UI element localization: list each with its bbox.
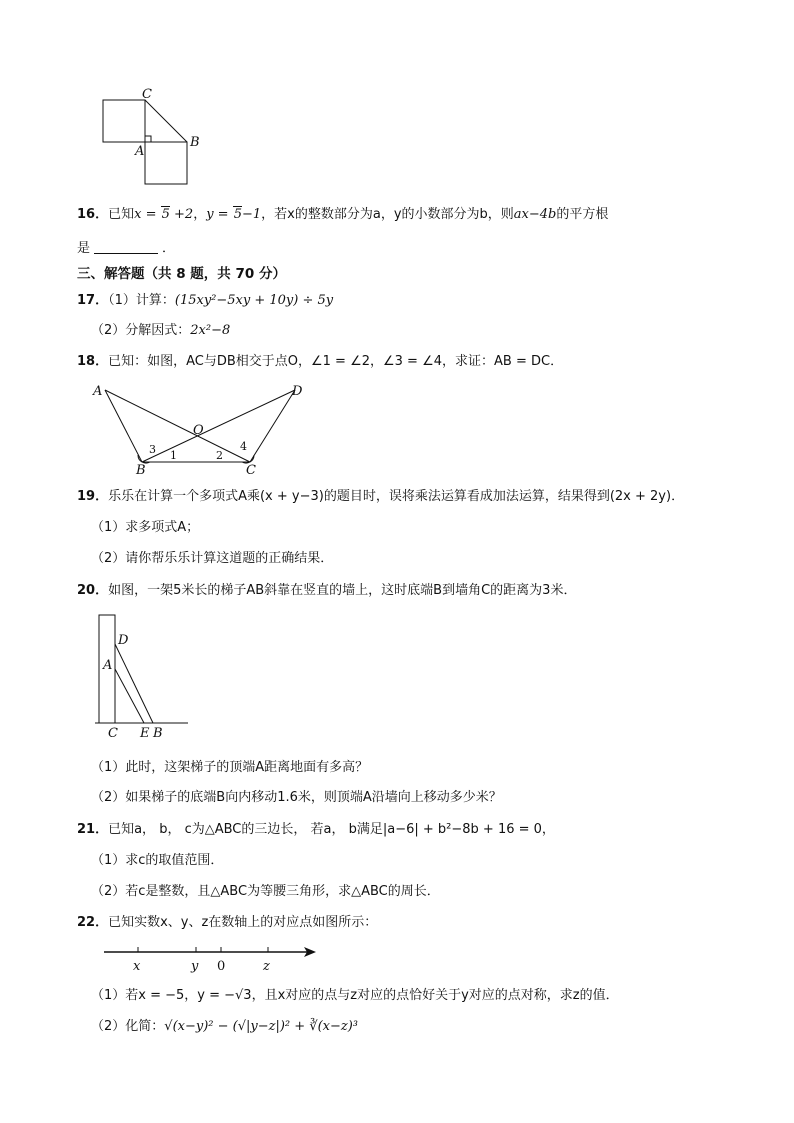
squares-figure [100,85,210,190]
triangles-figure [90,380,320,480]
question-number: 17． [77,293,109,308]
answer-blank[interactable] [94,240,158,254]
label-a: A [103,658,113,673]
label-c: C [142,87,152,102]
label-zero: 0 [217,959,226,974]
q18-text: 已知：如图，AC与DB相交于点O，∠1 = ∠2，∠3 = ∠4，求证：AB = DC． [108,354,564,369]
q17-part1-label: （1）计算： [108,293,175,308]
label-a: A [135,144,145,159]
label-b: B [153,726,163,741]
q16-text-5: ． [162,241,176,256]
question-16: 16．已知x = 5 +2，y = 5−1，若x的整数部分为a，y的小数部分为b，则ax−4b的平方根 [77,207,609,222]
q16-text-4: 是 [77,241,91,256]
label-d: D [118,633,129,648]
question-21 [77,821,555,839]
label-c: C [246,463,256,478]
label-b: B [190,135,200,150]
ladder-figure [90,612,200,742]
question-19-part1: （1）求多项式A； [91,520,200,535]
q22-part1-text: （1）若x = −5，y = −√3，且x对应的点与z对应的点恰好关于y对应的点对称，求z的值． [91,988,619,1003]
question-19 [77,488,684,506]
q20-text: 如图，一架5米长的梯子AB斜靠在竖直的墙上，这时底端B到墙角C的距离为3米． [108,583,577,598]
q16-expr: ax−4b [513,207,557,222]
question-20-part1: （1）此时，这架梯子的顶端A距离地面有多高？ [91,760,369,775]
q22-text: 已知实数x、y、z在数轴上的对应点如图所示： [108,915,378,930]
q16-y-def: y = 5−1 [206,207,262,222]
question-22-part2 [91,1018,358,1036]
label-angle-4: 4 [240,440,247,453]
q16-text-3: 的平方根 [556,207,609,222]
section-heading: 三、解答题（共 8 题，共 70 分） [77,266,286,282]
label-x: x [133,959,141,974]
question-17-part2 [91,322,230,340]
q19-text: 乐乐在计算一个多项式A乘(x + y−3)的题目时，误将乘法运算看成加法运算，结果得到(2x + 2y)． [108,489,685,504]
label-e: E [140,726,150,741]
label-z: z [263,959,270,974]
label-c: C [108,726,118,741]
question-22-part1 [91,987,619,1005]
label-y: y [191,959,199,974]
q17-part2-expr: 2x²−8 [190,323,231,338]
q22-part2-expr: √(x−y)² − (√|y−z|)² + ∛(x−z)³ [164,1019,358,1034]
label-angle-1: 1 [170,449,177,462]
left-square [103,100,145,142]
question-16-line2 [77,240,175,258]
q22-part2-label: （2）化简： [91,1019,165,1034]
question-number: 20． [77,583,109,598]
right-square [145,142,187,184]
question-number: 18． [77,354,109,369]
label-angle-2: 2 [216,449,223,462]
right-angle-mark [145,136,151,142]
label-a: A [93,384,103,399]
question-18 [77,353,563,371]
question-21-part1: （1）求c的取值范围． [91,853,224,868]
q17-part2-label: （2）分解因式： [91,323,191,338]
q21-text: 已知a， b， c为△ABC的三边长， 若a， b满足|a−6| + b²−8b + 16 = 0， [108,822,555,837]
question-21-part2: （2）若c是整数，且△ABC为等腰三角形，求△ABC的周长． [91,884,440,899]
question-17 [77,292,333,310]
question-20-part2: （2）如果梯子的底端B向内移动1.6米，则顶端A沿墙向上移动多少米？ [91,790,502,805]
question-number: 21． [77,822,109,837]
q16-text-2: ，若x的整数部分为a，y的小数部分为b，则 [261,207,514,222]
label-d: D [292,384,303,399]
label-angle-3: 3 [149,443,156,456]
question-19-part2: （2）请你帮乐乐计算这道题的正确结果． [91,551,334,566]
ladder-db [115,644,153,723]
label-b: B [136,463,146,478]
q16-text-1: 已知 [108,207,135,222]
q17-part1-expr: (15xy²−5xy + 10y) ÷ 5y [174,293,334,308]
q16-x-def: x = 5 +2 [134,207,194,222]
label-o: O [193,423,204,438]
question-22 [77,914,377,932]
segment-ac [105,390,250,462]
question-number: 22． [77,915,109,930]
number-line [100,940,320,976]
segment-ab [105,390,142,462]
question-20 [77,582,576,600]
question-number: 16． [77,207,109,222]
question-number: 19． [77,489,109,504]
